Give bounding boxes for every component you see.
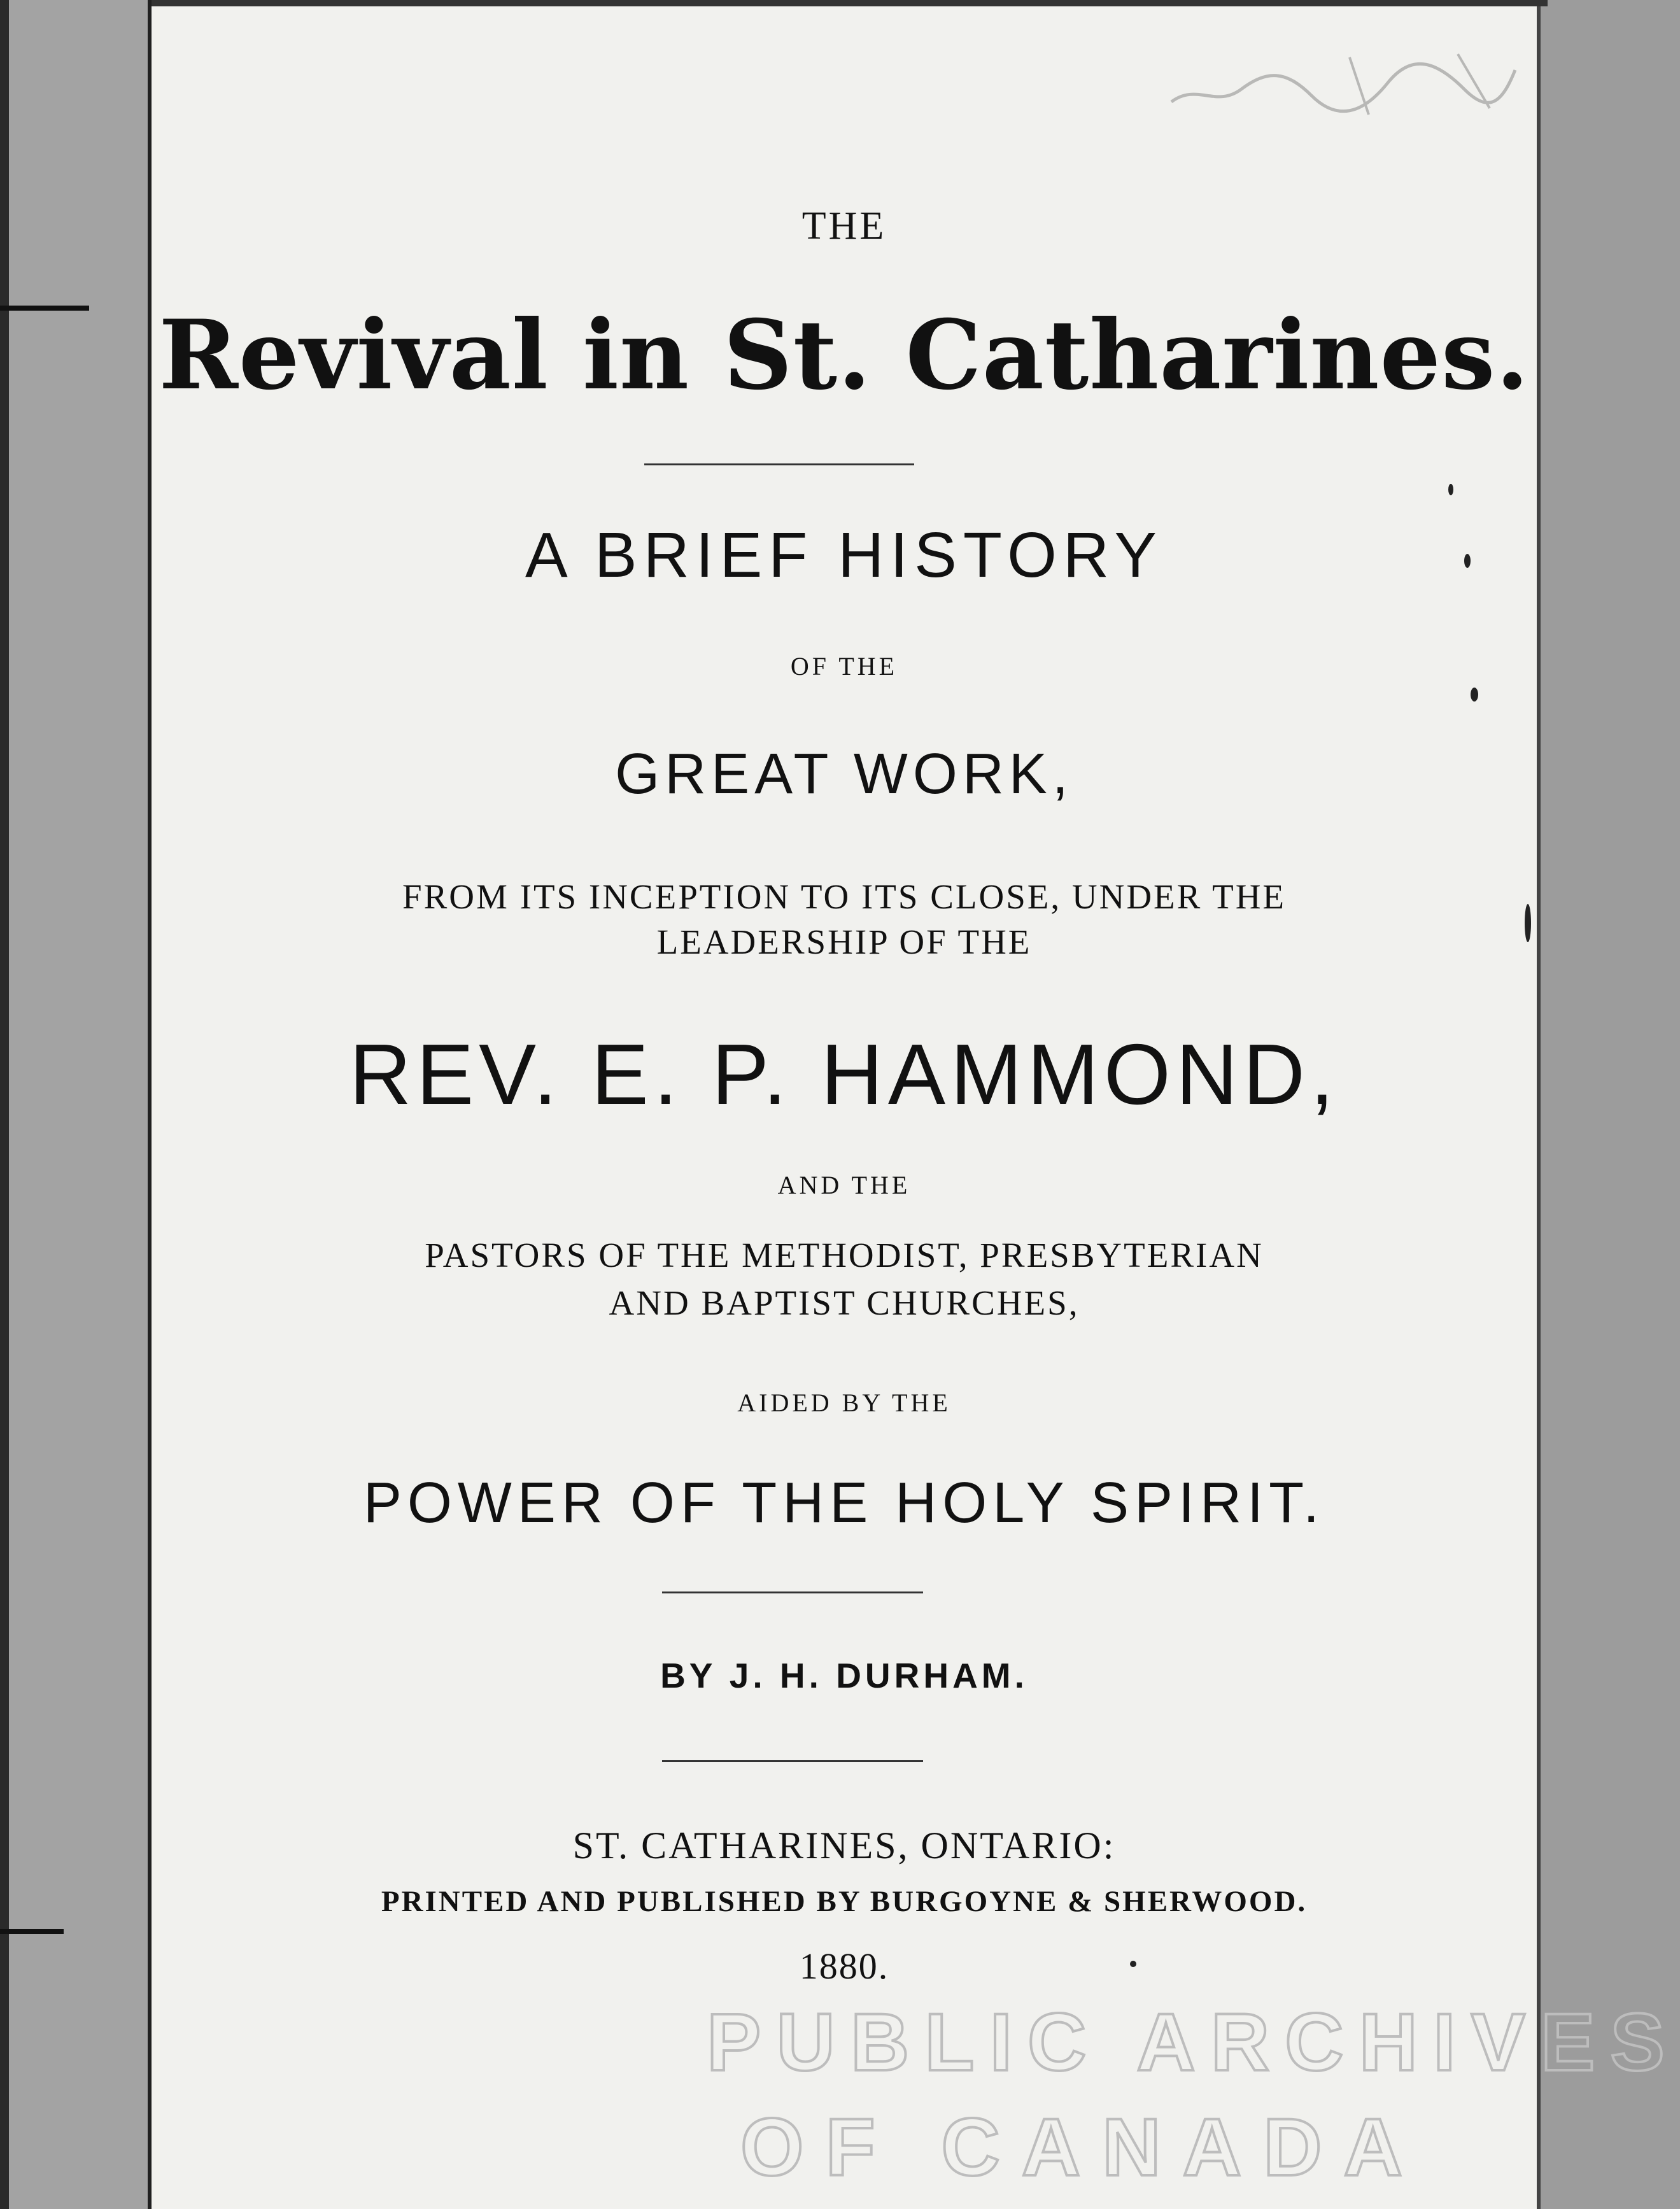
page-top-edge [152, 0, 1548, 6]
subtitle-great-work: GREAT WORK, [615, 742, 1073, 806]
binding-edge [0, 0, 9, 2209]
archive-stamp-line-2: OF CANADA [740, 2102, 1424, 2193]
title-rule [644, 463, 914, 465]
pencil-annotation [1159, 45, 1528, 127]
subtitle: A BRIEF HISTORY [525, 519, 1164, 591]
subtitle-leadership-line: LEADERSHIP OF THE [656, 922, 1032, 961]
ink-speck [1525, 904, 1531, 942]
ink-speck [1464, 554, 1471, 568]
subtitle-power-line: POWER OF THE HOLY SPIRIT. [363, 1471, 1325, 1535]
ink-speck [1130, 1961, 1136, 1967]
ink-speck [1448, 484, 1453, 495]
binding-mark [0, 306, 89, 311]
subtitle-from-line: FROM ITS INCEPTION TO ITS CLOSE, UNDER THE [402, 877, 1287, 916]
imprint-year: 1880. [799, 1945, 889, 1987]
subtitle-and-the: AND THE [777, 1171, 911, 1199]
ink-speck [1471, 688, 1478, 702]
author-rule-top [662, 1591, 923, 1593]
imprint-publisher: PRINTED AND PUBLISHED BY BURGOYNE & SHERWOOD. [381, 1885, 1308, 1918]
leader-name: REV. E. P. HAMMOND, [349, 1026, 1339, 1122]
book-title: Revival in St. Catharines. [159, 299, 1530, 411]
binding-mark [0, 1929, 64, 1934]
subtitle-of-the: OF THE [790, 652, 898, 681]
subtitle-aided-by: AIDED BY THE [737, 1388, 951, 1417]
archive-stamp-line-1: PUBLIC ARCHIVES [707, 1997, 1680, 2088]
author-rule-bottom [662, 1760, 923, 1762]
title-the: THE [801, 204, 887, 248]
subtitle-pastors-line: PASTORS OF THE METHODIST, PRESBYTERIAN [425, 1236, 1264, 1274]
author-line: BY J. H. DURHAM. [660, 1656, 1028, 1695]
binding-strip [0, 0, 152, 2209]
subtitle-churches-line: AND BAPTIST CHURCHES, [609, 1283, 1080, 1322]
imprint-place: ST. CATHARINES, ONTARIO: [572, 1824, 1116, 1867]
